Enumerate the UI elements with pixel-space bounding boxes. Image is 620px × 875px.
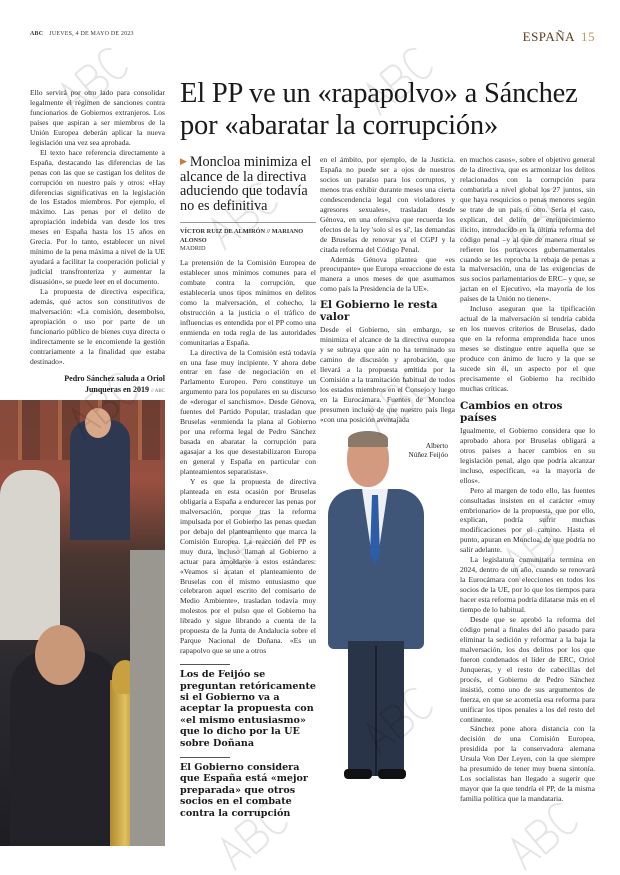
divider <box>180 757 230 758</box>
page-header-left <box>30 31 134 37</box>
divider <box>180 222 316 223</box>
paragraph: Ello servirá por otro lado para consolidar legalmente el régimen de sanciones contra funcionarios de Gobiernos extranjeros. Los países que aspiran a ser miembros de la Unión Europea deberán aplicar la nueva legislación una vez sea aprobada. <box>30 88 165 147</box>
column-2 <box>180 258 316 819</box>
paragraph: Igualmente, el Gobierno considera que lo aprobado ahora por Bruselas obligará a otros países a hacer cambios en su legislación penal, algo que podría alcanzar incluso, especifican, «a la mayoría de ellos». <box>460 425 595 485</box>
paragraph: Además Génova plantea que «es preocupante» que Europa «reaccione de esta manera a unos meses de que asumamos como país la Presidencia de la UE». <box>320 254 455 294</box>
paragraph: Y es que la propuesta de directiva planteada en esta ocasión por Bruselas obligaría a España a endurecer las penas por malversación, porque tras la reforma impulsada por el Gobierno las penas quedan por debajo del planteamiento que marca la Comisión Europea. La reacción del PP es muy dura, incluso llaman al Gobierno a actuar para amoldarse a estos estándares: «Veamos si acatan el planteamiento de Bruselas con el mismo entusiasmo que celebraron aquel escrito del comisario de Medio Ambiente», trasladan todavía muy molestos por el pulso que el Gobierno ha librado y sigue librando a cuenta de la propuesta de la Junta de Andalucía sobre el Parque Nacional de Doñana. «Es un rapapolvo que se une a otros <box>180 476 316 656</box>
pull-quote: El Gobierno considera que España está «mejor preparada» que otros socios en el combate contra la corrupción <box>180 761 308 819</box>
column-3 <box>320 155 455 811</box>
paragraph: Incluso aseguran que la tipificación actual de la malversación sí tendría cabida en los nuevos criterios de Bruselas, dado que en la reforma emprendida hace unos meses se distingue entre aquella que se produce con ánimo de lucro y la que se sucede sin él, un aspecto por el que precisamente el Gobierno ha recibido muchas críticas. <box>460 304 595 393</box>
page-header-right <box>523 29 595 45</box>
authors: VÍCTOR RUIZ DE ALMIRÓN // MARIANO ALONSO <box>180 228 304 244</box>
paragraph: El texto hace referencia directamente a España, destacando las diferencias de las penas con las que se castigan los delitos de corrupción en nuestro país y otros: «Hay diferencias significativas en la legislación de los Estados miembros. Por ejemplo, el máximo. Las penas por el delito de apropiación indebida van desde los tres meses en España hasta los 15 años en Grecia. Por lo tanto, establecer un nivel mínimo de la pena máxima a nivel de la UE ayudará a facilitar la cooperación policial y judicial transfronteriza y aumentar la disuasión», se puede leer en el documento. <box>30 147 165 287</box>
divider <box>180 664 230 665</box>
column-4 <box>460 155 595 804</box>
headline: El PP ve un «rapapolvo» a Sánchez por «abaratar la corrupción» <box>180 78 578 141</box>
paragraph: Sánchez pone ahora distancia con la decisión de una Comisión Europea, presidida por la conservadora alemana Ursula Von Der Leyen, con la que siempre ha presumido de tener muy buena sintonía. Los socialistas han llegado a sugerir que mayor que la que tendría el PP, de la misma familia política que la mandataria. <box>460 724 595 804</box>
subheading: El Gobierno le resta valor <box>320 299 438 324</box>
paragraph: en el ámbito, por ejemplo, de la Justicia. España no puede ser a ojos de nuestros socios un paraíso para los corruptos, y menos tras exhibir durante meses una cierta condescendencia legal con violadores y agresores sexuales», trasladan desde Génova, en una ofensiva que recuerda los efectos de la ley 'solo sí es sí', las demandas de Bruselas de renovar ya el CGPJ y la citada reforma del Código Penal. <box>320 155 455 254</box>
photo-credit: // ABC <box>150 388 165 394</box>
paragraph: Desde el Gobierno, sin embargo, se minimiza el alcance de la directiva europea y se subraya que aún no ha terminado su camino de discusión y aprobación, que llevará a la propuesta emitida por la Comisión a la tramitación habitual de todos los estados miembros en el Consejo y luego en la Eurocámara. Fuentes de Moncloa presumen incluso de que nuestro país llega «con una posición aventajada <box>320 325 455 424</box>
brand: ABC <box>30 31 44 37</box>
abc-watermark-icon <box>501 795 585 874</box>
page-number: 15 <box>581 29 595 44</box>
paragraph: La pretensión de la Comisión Europea de establecer unos mínimos comunes para el combate contra la corrupción, que establecería unos tipos mínimos en delitos como la malversación, el cohecho, la obstrucción a la justicia o el tráfico de influencias es entendida por el PP como una enmienda en toda regla de las autoridades comunitarias a España. <box>180 258 316 347</box>
issue-date: JUEVES, 4 DE MAYO DE 2023 <box>49 31 134 37</box>
byline <box>180 228 318 254</box>
paragraph: en muchos casos», sobre el objetivo general de la directiva, que es armonizar los delitos relacionados con la corrupción para combatirla a nivel global los 27 juntos, sin que haya resquicios o penas menores según se trate de un país u otro. Sería el caso, explican, del delito de enriquecimiento ilícito, introducido en la última reforma del código penal –y al que de manera ritual se refieren los portavoces gubernamentales cuando se les reprocha la rebaja de penas a la malversación, una de las exigencias de sus socios parlamentarios de ERC– y que, se jactan en el Ejecutivo, «la mayoría de los países de la Unión no tienen». <box>460 155 595 304</box>
paragraph: La legislatura comunitaria termina en 2024, dentro de un año, cuando se renovará la Eurocámara con elecciones en todos los socios de la UE, por lo que los tiempos para hacer esta reforma podría dilatarse más en el tiempo de lo habitual. <box>460 555 595 615</box>
paragraph: Pero al margen de todo ello, las fuentes consultadas insisten en el carácter «muy embrionario» de la propuesta, que por ello, explican, podría sufrir muchas modificaciones por el camino. Hasta el punto, apuran en Moncloa, de que podría no salir adelante. <box>460 485 595 555</box>
triangle-bullet-icon: ▶ <box>180 156 187 166</box>
photo-feijoo <box>320 431 455 811</box>
pull-quote: Los de Feijóo se preguntan retóricamente si el Gobierno va a aceptar la propuesta con «el mismo entusiasmo» que lo dicho por la UE sobre Doñana <box>180 669 316 749</box>
photo-caption-feijoo: Alberto Núñez Feijóo <box>408 440 448 460</box>
column-1 <box>30 88 165 397</box>
section-name: ESPAÑA <box>522 29 575 44</box>
dateline-city: MADRID <box>180 245 206 252</box>
paragraph: La directiva de la Comisión está todavía en una fase muy incipiente. Y ahora debe entrar en fase de negociación en el Parlamento Europeo. Pero constituye un argumento para los populares en su discurso de «derogar el sanchismo». Desde Génova, fuentes del Partido Popular, trasladan que Bruselas «enmienda la plana al Gobierno por una reforma legal de Pedro Sánchez basada en abaratar la corrupción para agasajar a los que desestabilizaron Europa en general y España en particular con planteamientos separatistas». <box>180 347 316 477</box>
subtitle: ▶ Moncloa minimiza el alcance de la directiva aduciendo que todavía no es definitiva <box>180 154 312 214</box>
subheading: Cambios en otros países <box>460 399 563 424</box>
photo-sanchez-junqueras <box>0 400 165 846</box>
paragraph: Desde que se aprobó la reforma del código penal a finales del año pasado para eliminar la sedición y reformar a la baja la malversación, los dos delitos por los que fueron condenados el líder de ERC, Oriol Junqueras, y el resto de cabecillas del procés, el Gobierno de Pedro Sánchez insistió, como uno de sus argumentos de fuerza, en que se acometía esa reforma para unificar los tipos penales a los del resto del continente. <box>460 614 595 724</box>
photo-caption-left: Pedro Sánchez saluda a Oriol Junqueras en 2019 // ABC <box>64 373 165 394</box>
paragraph: La propuesta de directiva especifica, además, qué actos son constitutivos de malversación: «La comisión, desembolso, apropiación o uso por parte de un funcionario público de bienes cuya directa o indirectamente se le encomiende la gestión contrariamente a la finalidad que estaba destinado». <box>30 287 165 366</box>
